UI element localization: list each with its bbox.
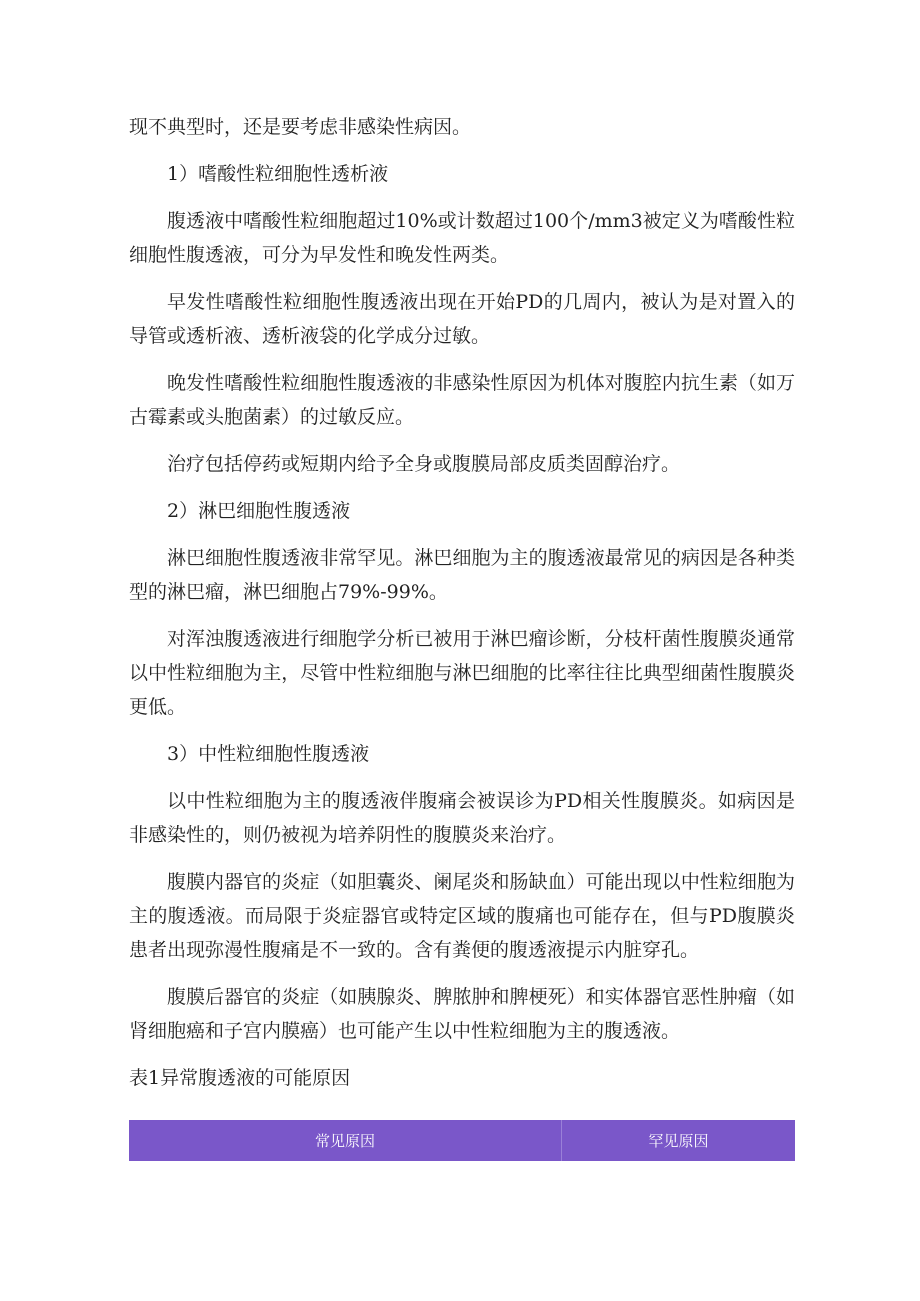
table-header-common-causes: 常见原因 xyxy=(129,1120,562,1161)
paragraph: 腹膜内器官的炎症（如胆囊炎、阑尾炎和肠缺血）可能出现以中性粒细胞为主的腹透液。而局限于炎症器官或特定区域的腹痛也可能存在，但与PD腹膜炎患者出现弥漫性腹痛是不一致的。含有粪便的腹透液提示内脏穿孔。 xyxy=(129,871,795,961)
paragraph: 以中性粒细胞为主的腹透液伴腹痛会被误诊为PD相关性腹膜炎。如病因是非感染性的，则仍被视为培养阴性的腹膜炎来治疗。 xyxy=(129,790,795,846)
paragraph: 晚发性嗜酸性粒细胞性腹透液的非感染性原因为机体对腹腔内抗生素（如万古霉素或头胞菌素）的过敏反应。 xyxy=(129,372,795,428)
paragraph: 腹透液中嗜酸性粒细胞超过10%或计数超过100个/mm3被定义为嗜酸性粒细胞性腹透液，可分为早发性和晚发性两类。 xyxy=(129,210,795,266)
paragraph: 对浑浊腹透液进行细胞学分析已被用于淋巴瘤诊断，分枝杆菌性腹膜炎通常以中性粒细胞为主，尽管中性粒细胞与淋巴细胞的比率往往比典型细菌性腹膜炎更低。 xyxy=(129,628,795,718)
section-heading-lymphocytic: 2）淋巴细胞性腹透液 xyxy=(167,500,351,522)
table-header-rare-causes: 罕见原因 xyxy=(648,1132,709,1150)
paragraph: 腹膜后器官的炎症（如胰腺炎、脾脓肿和脾梗死）和实体器官恶性肿瘤（如肾细胞癌和子宫内膜癌）也可能产生以中性粒细胞为主的腹透液。 xyxy=(129,986,795,1042)
paragraph: 早发性嗜酸性粒细胞性腹透液出现在开始PD的几周内，被认为是对置入的导管或透析液、透析液袋的化学成分过敏。 xyxy=(129,291,795,347)
causes-table-header xyxy=(129,1120,795,1161)
paragraph: 淋巴细胞性腹透液非常罕见。淋巴细胞为主的腹透液最常见的病因是各种类型的淋巴瘤，淋巴细胞占79%-99%。 xyxy=(129,547,795,603)
paragraph: 治疗包括停药或短期内给予全身或腹膜局部皮质类固醇治疗。 xyxy=(167,453,681,475)
section-heading-neutrophilic: 3）中性粒细胞性腹透液 xyxy=(167,743,370,765)
section-heading-eosinophilic: 1）嗜酸性粒细胞性透析液 xyxy=(167,163,389,185)
paragraph: 现不典型时，还是要考虑非感染性病因。 xyxy=(129,116,472,138)
table-caption: 表1异常腹透液的可能原因 xyxy=(129,1067,351,1089)
document-body xyxy=(129,110,795,1108)
